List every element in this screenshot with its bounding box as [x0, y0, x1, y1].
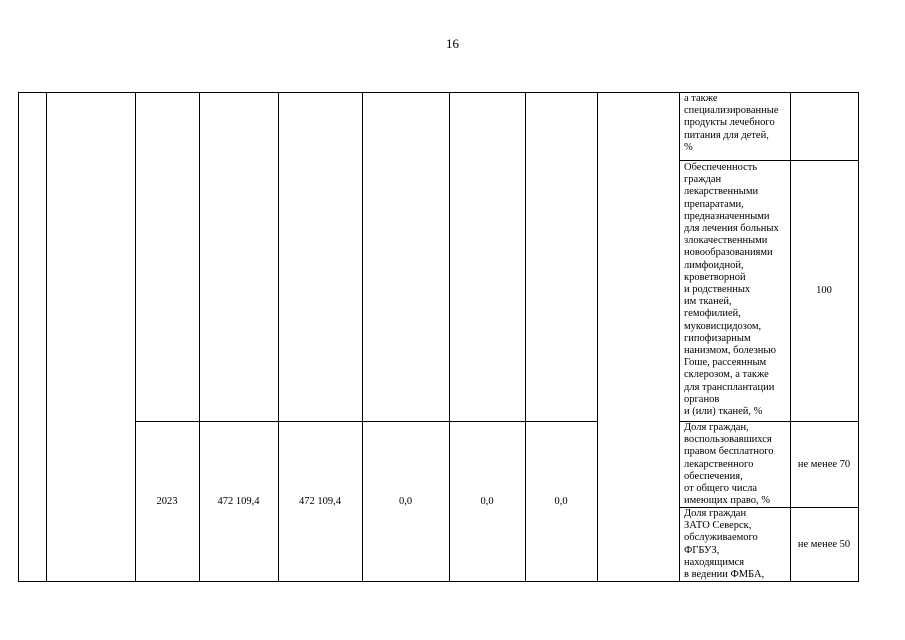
column-divider	[46, 92, 47, 581]
value-cell: 0,0	[398, 496, 413, 507]
year-cell: 2023	[156, 496, 178, 507]
value-cell: 0,0	[480, 496, 494, 507]
table-border-left	[18, 92, 19, 581]
indicator-value: не менее 70	[797, 459, 851, 470]
indicator-value: не менее 50	[797, 539, 851, 550]
indicator-text: Доля граждан ЗАТО Северск, обслуживаемого ФГБУЗ, находящимся в ведении ФМБА,	[684, 508, 765, 581]
indicator-value: 100	[816, 285, 832, 296]
indicator-text: Доля граждан, воспользовавшихся правом бесплатного лекарственного обеспечения, от общего числа имеющих право, %	[684, 422, 774, 507]
total-cell: 472 109,4	[217, 496, 260, 507]
row-divider	[679, 160, 859, 161]
value-cell: 472 109,4	[299, 496, 341, 507]
value-cell: 0,0	[554, 496, 568, 507]
indicator-text: Обеспеченность граждан лекарственными препаратами, предназначенными для лечения больных злокачественными новообразованиями лимфоидной, кроветворной и родственных им тканей, гемофилией, муковисцидозом, гипофизарным нанизмом, болезнью Гоше, рассеянным склерозом, а также для трансплантации органов и (или) тканей, %	[684, 162, 779, 418]
page-number: 16	[446, 36, 459, 51]
column-divider	[597, 92, 598, 581]
row-divider-2023	[135, 421, 598, 422]
indicator-text: а также специализированные продукты лечебного питания для детей, %	[684, 93, 779, 153]
